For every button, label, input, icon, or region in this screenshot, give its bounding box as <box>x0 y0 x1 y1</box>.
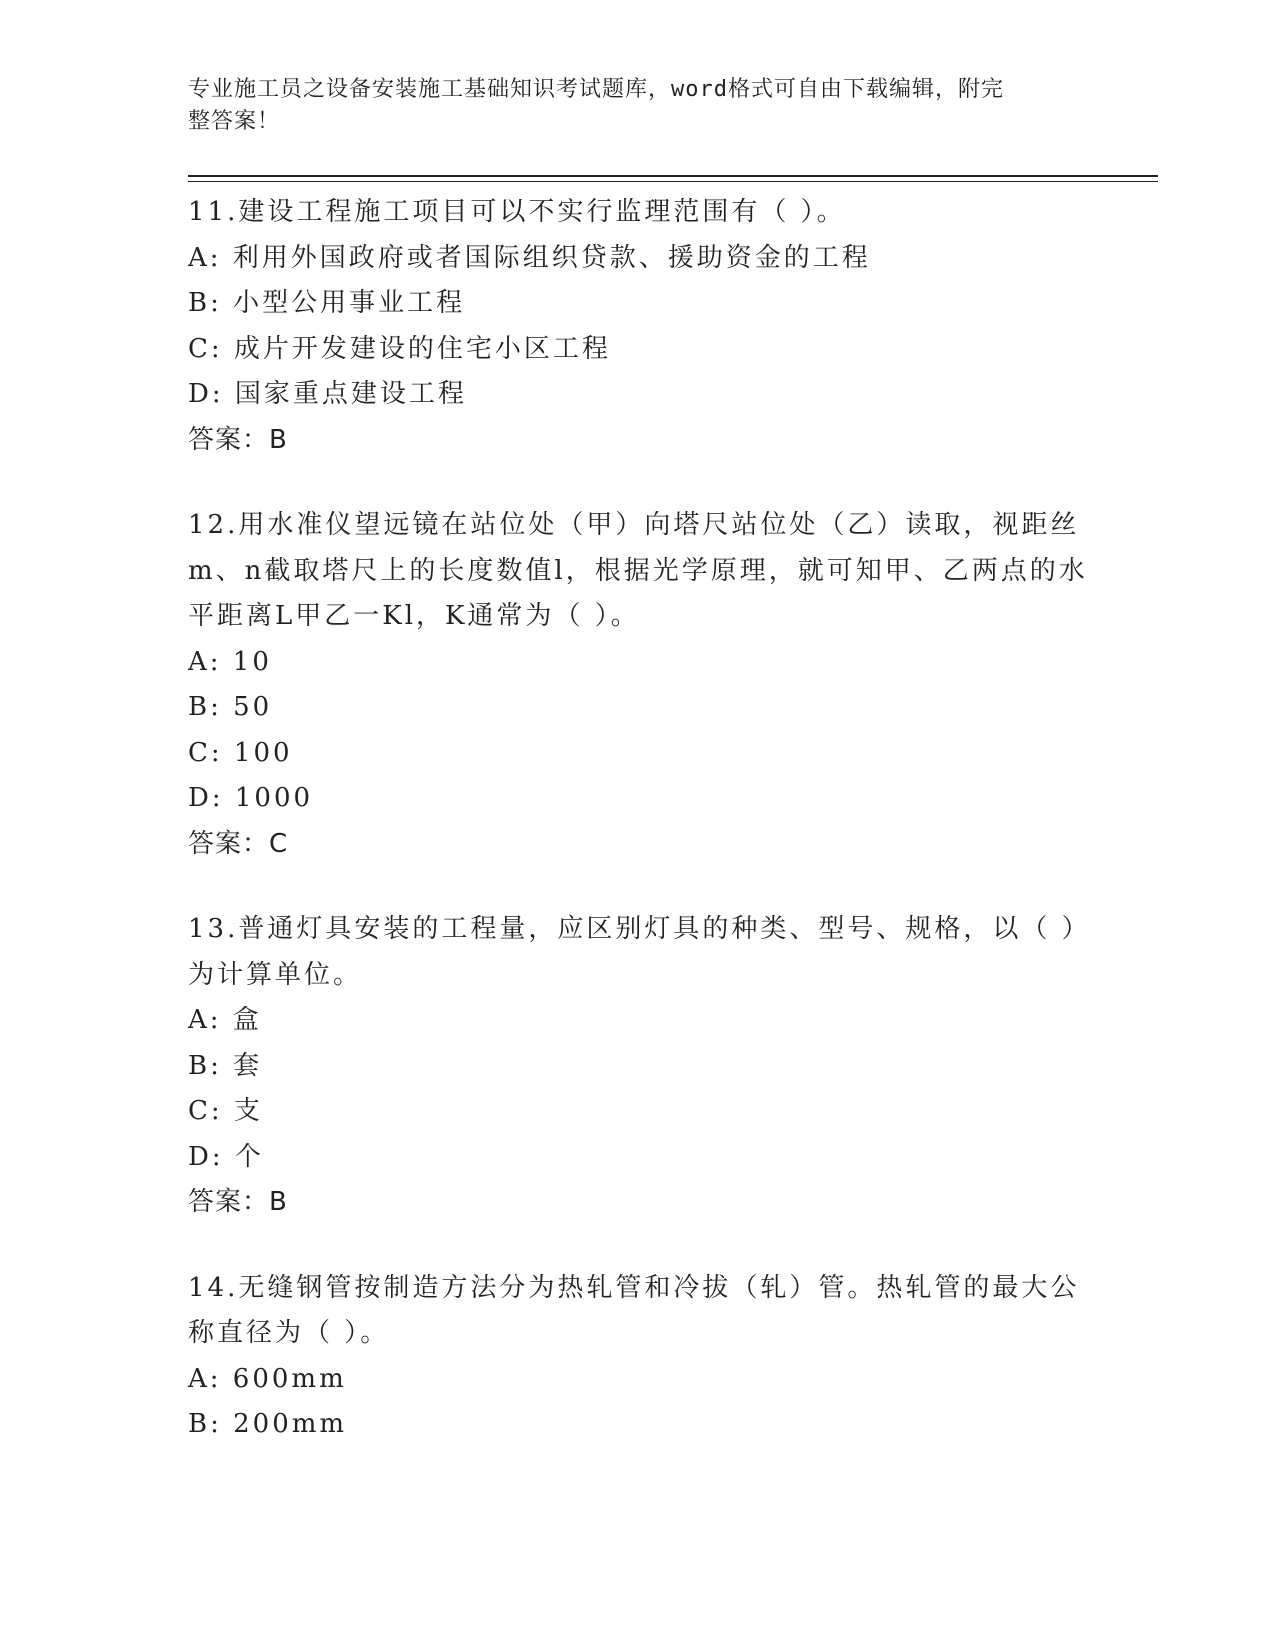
question-13 <box>188 907 1088 1226</box>
option-a: A: 10 <box>188 646 272 677</box>
answer-label: 答案：B <box>188 1187 288 1217</box>
answer-label: 答案：B <box>188 424 288 455</box>
question-14 <box>188 1266 1088 1448</box>
option-a: A: 600mm <box>188 1363 347 1394</box>
question-stem: 11.建设工程施工项目可以不实行监理范围有（ ）。 <box>188 197 846 227</box>
option-b: B: 套 <box>188 1050 263 1081</box>
header-title-line-2: 整答案！ <box>188 109 281 134</box>
question-stem: 13.普通灯具安装的工程量，应区别灯具的种类、型号、规格，以（ ）为计算单位。 <box>188 914 1078 990</box>
header-divider-thick <box>188 175 1158 177</box>
option-c: C: 100 <box>188 737 293 768</box>
option-b: B: 50 <box>188 692 273 722</box>
header-divider-thin <box>188 181 1158 182</box>
document-header <box>188 74 1068 138</box>
question-list <box>188 190 1088 1488</box>
option-d: D: 国家重点建设工程 <box>188 379 467 409</box>
option-d: D: 1000 <box>188 783 314 813</box>
option-d: D: 个 <box>188 1141 264 1172</box>
option-a: A: 利用外国政府或者国际组织贷款、援助资金的工程 <box>188 242 871 273</box>
answer-label: 答案：C <box>188 828 289 859</box>
question-11 <box>188 190 1088 463</box>
question-stem: 12.用水准仪望远镜在站位处（甲）向塔尺站位处（乙）读取，视距丝m、n截取塔尺上的长度数值l，根据光学原理，就可知甲、乙两点的水平距离L甲乙一Kl，K通常为（ ）。 <box>188 510 1088 631</box>
option-b: B: 小型公用事业工程 <box>188 288 466 318</box>
option-c: C: 支 <box>188 1096 263 1126</box>
question-12 <box>188 503 1088 867</box>
header-title-line-1: 专业施工员之设备安装施工基础知识考试题库，word格式可自由下载编辑，附完 <box>188 77 1004 102</box>
question-stem: 14.无缝钢管按制造方法分为热轧管和冷拔（轧）管。热轧管的最大公称直径为（ ）。 <box>188 1272 1080 1348</box>
option-c: C: 成片开发建设的住宅小区工程 <box>188 333 611 364</box>
option-a: A: 盒 <box>188 1005 262 1035</box>
option-b: B: 200mm <box>188 1409 348 1439</box>
